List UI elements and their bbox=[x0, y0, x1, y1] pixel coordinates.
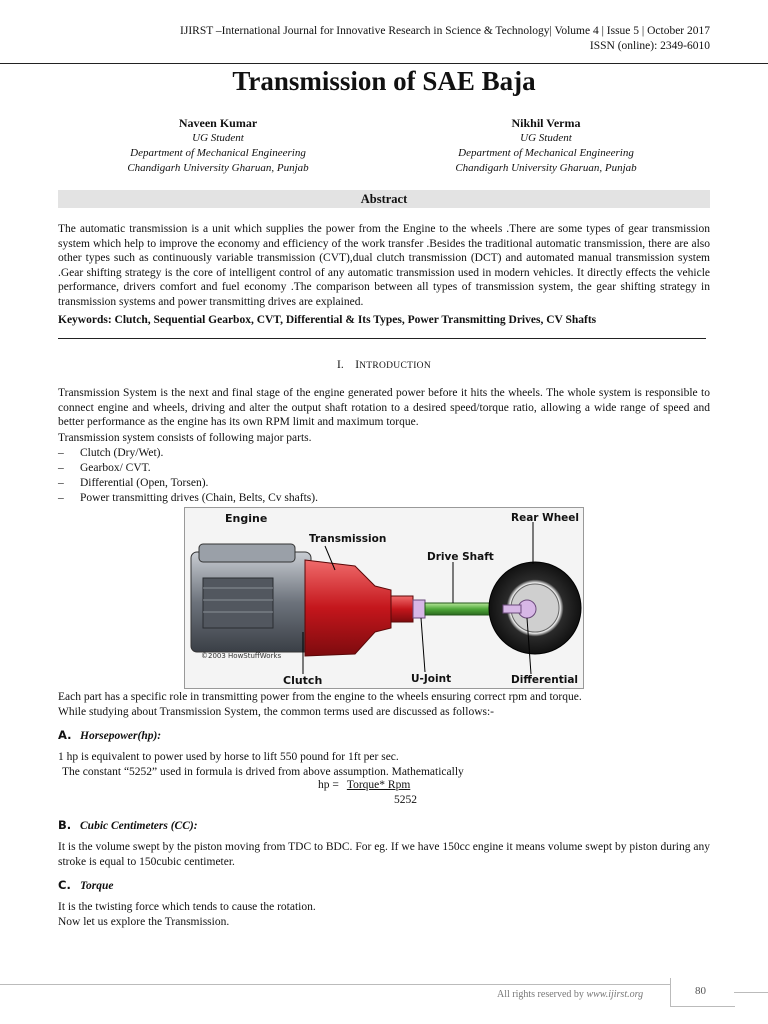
section-letter: C. bbox=[58, 878, 71, 892]
page-number: 80 bbox=[695, 985, 706, 997]
figure-copyright: ©2003 HowStuffWorks bbox=[201, 652, 282, 660]
paper-title: Transmission of SAE Baja bbox=[232, 66, 536, 96]
abstract-text: The automatic transmission is a unit which supplies the power from the Engine to the wheels .There are some types of gear transmission system which help to improve the economy and efficiency of the work transfer .Besides the traditional automatic transmission, there are also other types such as continuously variable transmission (CVT),dual clutch transmission (DCT) and automated manual transmission system .Gear shifting strategy is the core of intelligent control of any automatic transmission used in modern vehicles. It directly effects the vehicle performance, drivers comfort and fuel economy .The comparison between all types of transmission system, the gear shifting strategy in transmission systems and power transmitting drives are explained. bbox=[58, 223, 710, 308]
engine-fins bbox=[203, 578, 273, 628]
cc-paragraph: It is the volume swept by the piston moving from TDC to BDC. For eg. If we have 150cc engine it means volume swept by piston during any stroke is equal to 150cubic centimeter. bbox=[58, 841, 710, 868]
author-role: UG Student bbox=[520, 132, 572, 144]
section-title: Horsepower(hp): bbox=[80, 730, 162, 742]
torque-paragraph-1: It is the twisting force which tends to cause the rotation. bbox=[58, 901, 316, 913]
section-b-heading bbox=[58, 818, 198, 832]
author-dept: Department of Mechanical Engineering bbox=[130, 147, 306, 159]
section-letter: B. bbox=[58, 818, 72, 832]
section-c-heading bbox=[58, 878, 113, 892]
intro-heading bbox=[0, 359, 768, 371]
formula-denominator: 5252 bbox=[394, 794, 417, 806]
list-item: – Gearbox/ CVT. bbox=[58, 462, 151, 474]
figure-caption-paragraph-1: Each part has a specific role in transmitting power from the engine to the wheels ensuring correct rpm and torque. bbox=[58, 691, 582, 703]
section-rule bbox=[58, 338, 706, 339]
section-a-heading bbox=[58, 728, 161, 742]
list-item: – Differential (Open, Torsen). bbox=[58, 477, 209, 489]
issn-header: ISSN (online): 2349-6010 bbox=[589, 40, 710, 52]
transmission-housing bbox=[305, 560, 391, 656]
author-name: Nikhil Verma bbox=[511, 116, 581, 130]
intro-paragraph: Transmission System is the next and final stage of the engine generated power before it hits the wheels. The whole system is responsible to connect engine and wheels, driving and alter the output shaft rotation to a desired speed/torque ratio, allowing a wide range of speed and better performance as the engine has its own RPM limit and maximum torque. bbox=[58, 387, 710, 429]
transmission-figure bbox=[184, 507, 584, 689]
transmission-diagram bbox=[185, 508, 583, 688]
heading-initial: I bbox=[355, 359, 360, 371]
section-numeral: I. bbox=[337, 359, 344, 371]
label-differential: Differential bbox=[511, 674, 579, 686]
footer-rule bbox=[0, 984, 670, 985]
label-ujoint: U-Joint bbox=[411, 673, 452, 685]
label-drive-shaft: Drive Shaft bbox=[427, 551, 494, 563]
author-role: UG Student bbox=[192, 132, 244, 144]
footer-site-link[interactable]: www.ijirst.org bbox=[586, 989, 644, 1000]
formula-lhs: hp = bbox=[318, 779, 339, 791]
footer-corner-rule bbox=[734, 992, 768, 993]
section-title: Torque bbox=[80, 880, 114, 892]
formula-numerator: Torque* Rpm bbox=[346, 779, 411, 791]
drive-shaft bbox=[425, 603, 491, 615]
label-clutch: Clutch bbox=[283, 674, 323, 687]
journal-header: IJIRST –International Journal for Innovative Research in Science & Technology| Volume 4 | Issue 5 | October 2017 bbox=[180, 25, 710, 37]
engine-cover bbox=[199, 544, 295, 562]
label-engine: Engine bbox=[225, 512, 268, 525]
label-rear-wheel: Rear Wheel bbox=[511, 512, 580, 524]
header-rule bbox=[0, 63, 768, 64]
author-affil: Chandigarh University Gharuan, Punjab bbox=[127, 162, 309, 174]
footer-rights: All rights reserved by www.ijirst.org bbox=[497, 989, 644, 1000]
ujoint-front bbox=[413, 600, 425, 618]
section-letter: A. bbox=[58, 728, 72, 742]
author-block-1 bbox=[68, 116, 368, 176]
hp-paragraph-2: The constant “5252” used in formula is drived from above assumption. Mathematically bbox=[62, 766, 464, 778]
author-affil: Chandigarh University Gharuan, Punjab bbox=[455, 162, 637, 174]
hp-paragraph-1: 1 hp is equivalent to power used by horse to lift 550 pound for 1ft per sec. bbox=[58, 751, 399, 763]
abstract-heading: Abstract bbox=[58, 190, 710, 208]
parts-intro: Transmission system consists of following major parts. bbox=[58, 432, 312, 444]
figure-caption-paragraph-2: While studying about Transmission System, the common terms used are discussed as follows:- bbox=[58, 706, 495, 718]
section-title: Cubic Centimeters (CC): bbox=[80, 820, 198, 832]
label-transmission: Transmission bbox=[309, 533, 387, 545]
list-item: – Clutch (Dry/Wet). bbox=[58, 447, 164, 459]
list-item: – Power transmitting drives (Chain, Belts, Cv shafts). bbox=[58, 492, 318, 504]
torque-paragraph-2: Now let us explore the Transmission. bbox=[58, 916, 230, 928]
keywords: Keywords: Clutch, Sequential Gearbox, CVT, Differential & Its Types, Power Transmitting Drives, CV Shafts bbox=[58, 314, 597, 326]
transmission-tail bbox=[391, 596, 413, 622]
author-name: Naveen Kumar bbox=[178, 116, 258, 130]
author-dept: Department of Mechanical Engineering bbox=[458, 147, 634, 159]
hp-formula bbox=[318, 779, 410, 791]
author-block-2 bbox=[396, 116, 696, 176]
heading-rest: NTRODUCTION bbox=[359, 361, 431, 371]
